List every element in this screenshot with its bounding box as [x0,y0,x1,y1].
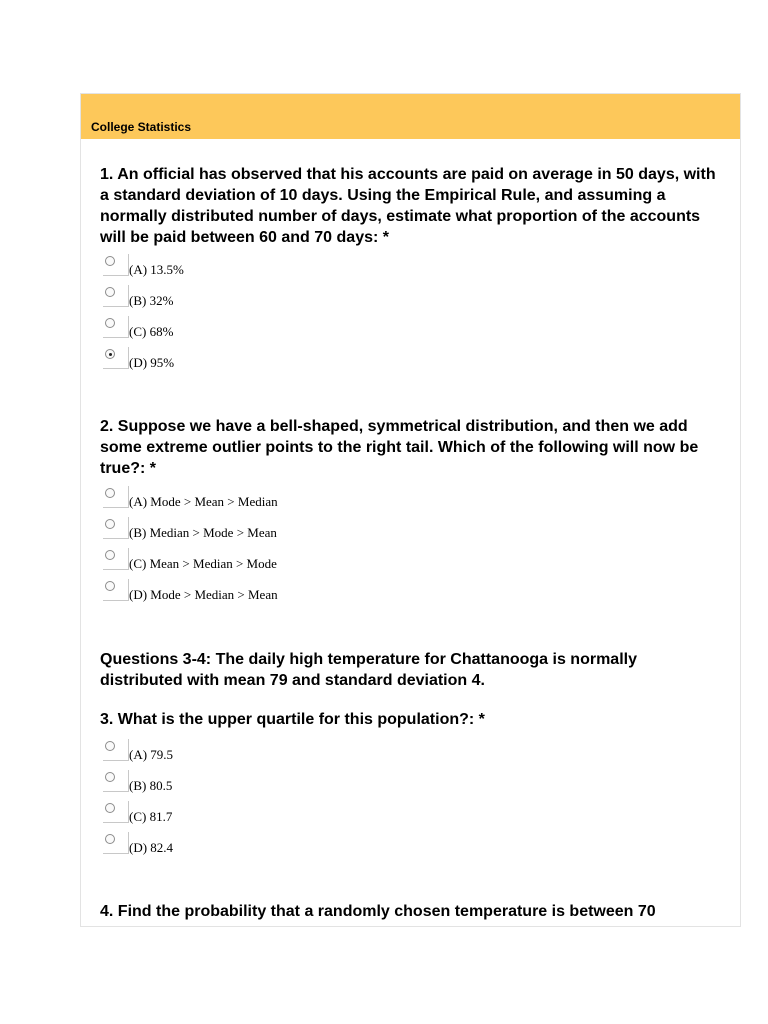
radio-button[interactable] [105,803,115,813]
option-label: (B) 80.5 [129,778,173,793]
option-label: (D) 95% [129,355,175,370]
radio-button[interactable] [105,287,115,297]
question-4-text: 4. Find the probability that a randomly chosen temperature is between 70 [100,903,656,920]
option[interactable] [103,519,403,550]
radio-button[interactable] [105,519,115,529]
option[interactable] [103,803,403,834]
questions-3-4-intro: Questions 3-4: The daily high temperature for Chattanooga is normally distributed with mean 79 and standard deviation 4. [100,651,637,689]
option[interactable] [103,834,403,865]
question-3-text: 3. What is the upper quartile for this population?: * [100,711,485,728]
question-2-options [103,488,403,612]
option-label: (D) Mode > Median > Mean [129,587,278,602]
option-label: (A) 79.5 [129,747,174,762]
question-3-options [103,741,403,865]
radio-button[interactable] [105,318,115,328]
radio-button[interactable] [105,741,115,751]
radio-button[interactable] [105,581,115,591]
option[interactable] [103,256,403,287]
option-label: (C) 68% [129,324,174,339]
question-2-text: 2. Suppose we have a bell-shaped, symmetrical distribution, and then we add some extreme outlier points to the right tail. Which of the following will now be true?: * [100,418,699,477]
option[interactable] [103,318,403,349]
form-header [81,94,740,139]
radio-button[interactable] [105,550,115,560]
radio-button[interactable] [105,488,115,498]
radio-button[interactable] [105,772,115,782]
form-title: College Statistics [91,119,192,134]
option-label: (B) Median > Mode > Mean [129,525,277,540]
option[interactable] [103,287,403,318]
radio-button[interactable] [105,834,115,844]
option[interactable] [103,488,403,519]
radio-button-selected[interactable] [105,349,115,359]
form-frame [80,93,741,927]
option-label: (C) Mean > Median > Mode [129,556,277,571]
option-label: (B) 32% [129,293,174,308]
question-1-options [103,256,403,380]
option-label: (C) 81.7 [129,809,173,824]
question-1-text: 1. An official has observed that his accounts are paid on average in 50 days, with a standard deviation of 10 days. Using the Empirical Rule, and assuming a normally distributed number of days, estimate what proportion of the accounts will be paid between 60 and 70 days: * [100,166,716,246]
option-label: (D) 82.4 [129,840,174,855]
option-label: (A) Mode > Mean > Median [129,494,278,509]
option[interactable] [103,349,403,380]
option-label: (A) 13.5% [129,262,184,277]
option[interactable] [103,550,403,581]
option[interactable] [103,581,403,612]
option[interactable] [103,772,403,803]
option[interactable] [103,741,403,772]
radio-button[interactable] [105,256,115,266]
